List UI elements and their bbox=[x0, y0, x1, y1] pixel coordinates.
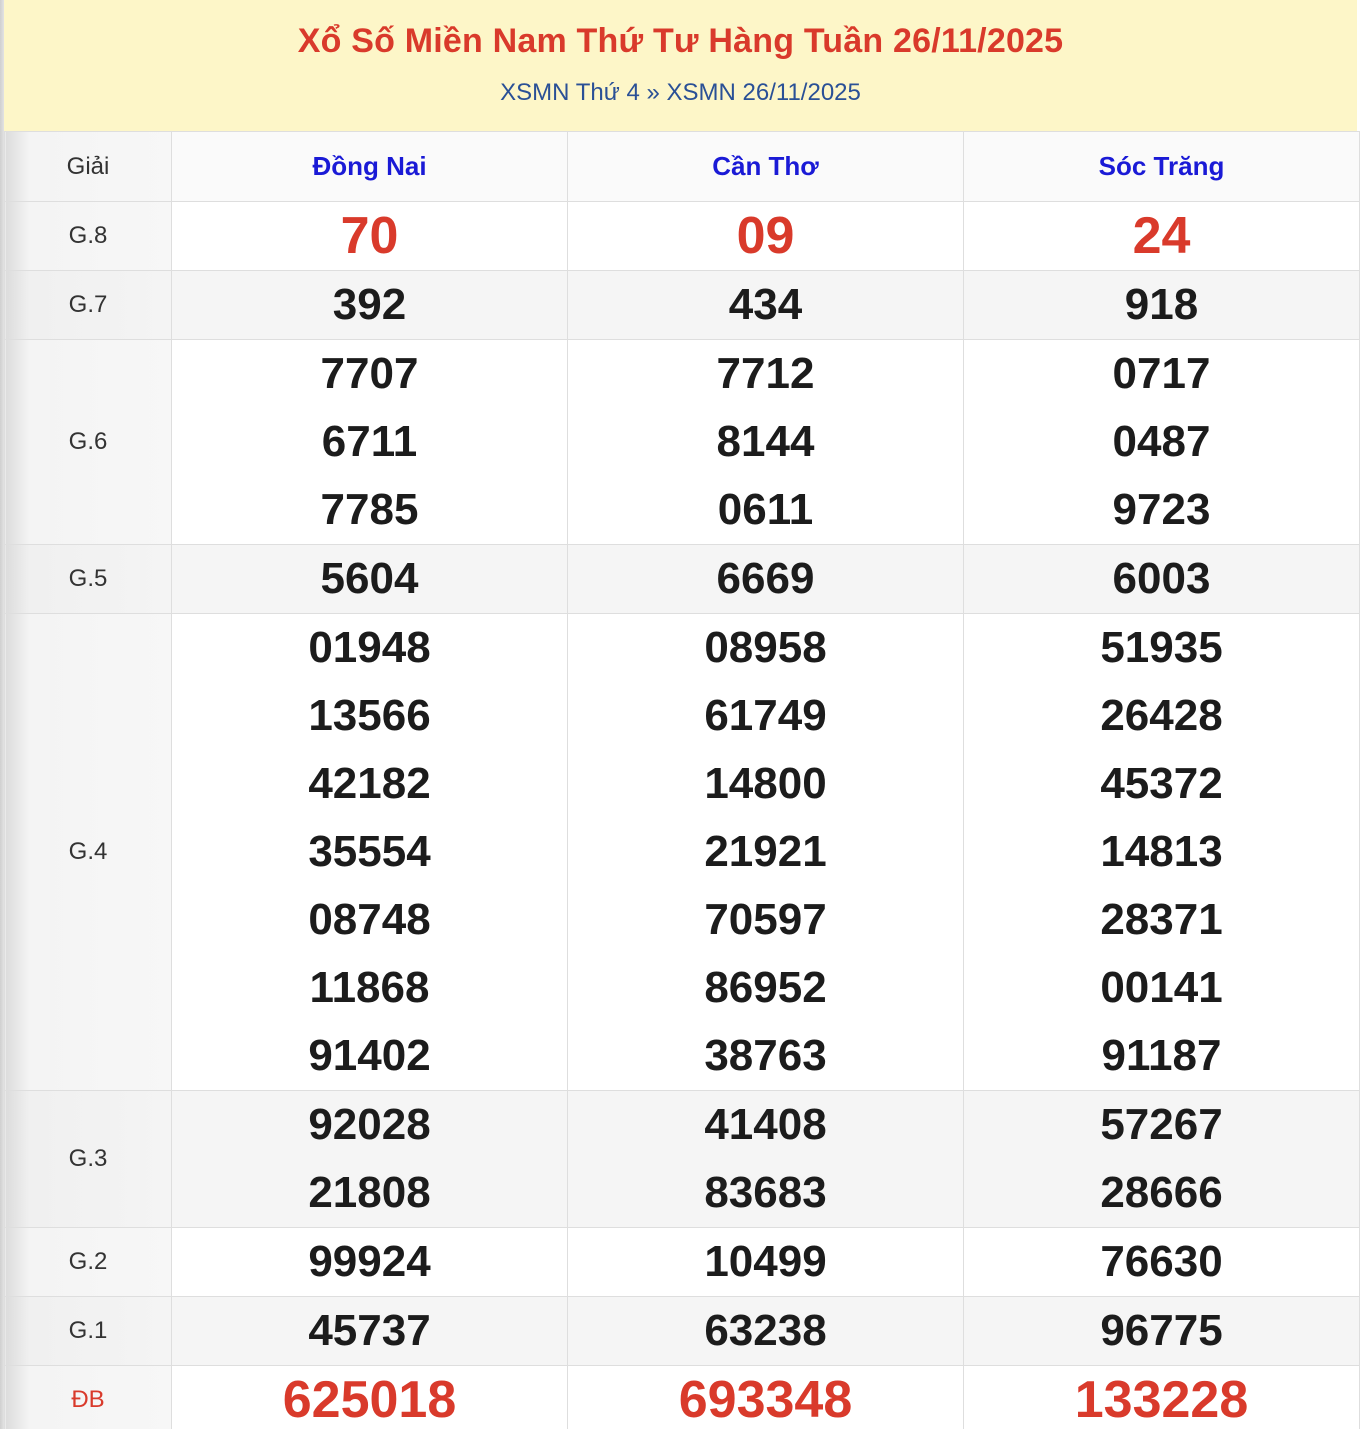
result-number: 918 bbox=[1124, 280, 1199, 329]
result-cell bbox=[172, 614, 568, 1091]
result-number: 13566 bbox=[308, 691, 431, 740]
table-row bbox=[5, 1228, 1360, 1297]
result-cell bbox=[172, 340, 568, 545]
table-row bbox=[5, 545, 1360, 614]
result-number: 99924 bbox=[308, 1237, 431, 1286]
table-row bbox=[5, 1297, 1360, 1366]
result-number: 0717 bbox=[1112, 349, 1211, 398]
result-cell bbox=[172, 1091, 568, 1228]
result-number: 8144 bbox=[716, 417, 815, 466]
result-number: 6003 bbox=[1112, 554, 1211, 603]
result-number: 08958 bbox=[704, 623, 827, 672]
result-number: 45737 bbox=[308, 1306, 431, 1355]
result-cell bbox=[964, 1297, 1360, 1366]
result-cell bbox=[964, 1366, 1360, 1429]
result-number: 5604 bbox=[320, 554, 419, 603]
result-number: 0487 bbox=[1112, 417, 1211, 466]
table-row bbox=[5, 340, 1360, 545]
result-cell bbox=[964, 1228, 1360, 1297]
breadcrumb bbox=[4, 79, 1357, 107]
result-cell bbox=[172, 271, 568, 340]
result-number: 6669 bbox=[716, 554, 815, 603]
result-cell bbox=[964, 614, 1360, 1091]
prize-label: G.2 bbox=[5, 1228, 172, 1297]
result-number: 00141 bbox=[1100, 963, 1223, 1012]
result-number: 92028 bbox=[308, 1100, 431, 1149]
breadcrumb-link-date[interactable]: XSMN 26/11/2025 bbox=[666, 79, 861, 106]
result-number: 21921 bbox=[704, 827, 827, 876]
result-number: 392 bbox=[332, 280, 407, 329]
result-cell bbox=[172, 1297, 568, 1366]
page-title: Xổ Số Miền Nam Thứ Tư Hàng Tuần 26/11/2025 bbox=[297, 22, 1064, 60]
result-number: 41408 bbox=[704, 1100, 827, 1149]
table-row bbox=[5, 1366, 1360, 1429]
result-number: 91402 bbox=[308, 1031, 431, 1080]
prize-label: G.8 bbox=[5, 202, 172, 271]
result-number: 7707 bbox=[320, 349, 419, 398]
result-number: 0611 bbox=[717, 485, 814, 534]
result-number: 38763 bbox=[704, 1031, 827, 1080]
result-cell bbox=[568, 1297, 964, 1366]
result-cell bbox=[568, 1091, 964, 1228]
prize-label: ĐB bbox=[5, 1366, 172, 1429]
result-number: 24 bbox=[1132, 207, 1191, 265]
prize-label: G.7 bbox=[5, 271, 172, 340]
result-number: 96775 bbox=[1100, 1306, 1223, 1355]
result-number: 83683 bbox=[704, 1168, 827, 1217]
result-number: 35554 bbox=[308, 827, 431, 876]
result-number: 51935 bbox=[1100, 623, 1223, 672]
result-cell bbox=[568, 340, 964, 545]
result-number: 09 bbox=[736, 207, 795, 265]
result-cell bbox=[172, 1366, 568, 1429]
result-number: 26428 bbox=[1100, 691, 1223, 740]
result-number: 6711 bbox=[321, 417, 418, 466]
result-number: 42182 bbox=[308, 759, 431, 808]
province-header-dong-nai[interactable]: Đồng Nai bbox=[172, 132, 568, 202]
result-cell bbox=[964, 271, 1360, 340]
province-header-soc-trang[interactable]: Sóc Trăng bbox=[964, 132, 1360, 202]
result-cell bbox=[964, 1091, 1360, 1228]
breadcrumb-link-weekday[interactable]: XSMN Thứ 4 bbox=[500, 79, 640, 106]
result-number: 434 bbox=[728, 280, 803, 329]
result-cell bbox=[172, 202, 568, 271]
table-row bbox=[5, 271, 1360, 340]
prize-label: G.6 bbox=[5, 340, 172, 545]
result-number: 70597 bbox=[704, 895, 827, 944]
result-number: 7785 bbox=[320, 485, 419, 534]
result-cell bbox=[172, 545, 568, 614]
result-cell bbox=[964, 340, 1360, 545]
result-cell bbox=[172, 1228, 568, 1297]
result-number: 57267 bbox=[1100, 1100, 1223, 1149]
table-row bbox=[5, 614, 1360, 1091]
result-number: 28666 bbox=[1100, 1168, 1223, 1217]
prize-label: G.1 bbox=[5, 1297, 172, 1366]
result-number: 45372 bbox=[1100, 759, 1223, 808]
result-cell bbox=[568, 614, 964, 1091]
result-cell bbox=[964, 545, 1360, 614]
breadcrumb-separator: » bbox=[646, 79, 660, 106]
result-cell bbox=[568, 545, 964, 614]
result-number: 63238 bbox=[704, 1306, 827, 1355]
results-table bbox=[4, 131, 1360, 1429]
result-number: 11868 bbox=[309, 963, 430, 1012]
result-number: 76630 bbox=[1100, 1237, 1223, 1286]
result-number: 14813 bbox=[1100, 827, 1223, 876]
result-number: 133228 bbox=[1074, 1371, 1249, 1429]
prize-label: G.3 bbox=[5, 1091, 172, 1228]
result-number: 28371 bbox=[1100, 895, 1223, 944]
result-number: 61749 bbox=[704, 691, 827, 740]
province-header-can-tho[interactable]: Cần Thơ bbox=[568, 132, 964, 202]
result-cell bbox=[568, 271, 964, 340]
result-number: 21808 bbox=[308, 1168, 431, 1217]
result-number: 91187 bbox=[1101, 1031, 1222, 1080]
result-number: 9723 bbox=[1112, 485, 1211, 534]
result-cell bbox=[568, 1366, 964, 1429]
results-body bbox=[5, 202, 1360, 1429]
table-row bbox=[5, 1091, 1360, 1228]
prize-column-header: Giải bbox=[5, 132, 172, 202]
result-number: 14800 bbox=[704, 759, 827, 808]
result-number: 70 bbox=[340, 207, 399, 265]
result-number: 625018 bbox=[282, 1371, 457, 1429]
result-number: 08748 bbox=[308, 895, 431, 944]
result-cell bbox=[964, 202, 1360, 271]
table-row bbox=[5, 202, 1360, 271]
prize-label: G.5 bbox=[5, 545, 172, 614]
result-cell bbox=[568, 1228, 964, 1297]
result-number: 10499 bbox=[704, 1237, 827, 1286]
prize-label: G.4 bbox=[5, 614, 172, 1091]
table-header-row bbox=[5, 132, 1360, 202]
result-number: 01948 bbox=[308, 623, 431, 672]
result-header bbox=[4, 0, 1357, 132]
result-number: 86952 bbox=[704, 963, 827, 1012]
result-number: 7712 bbox=[716, 349, 815, 398]
result-number: 693348 bbox=[678, 1371, 853, 1429]
result-cell bbox=[568, 202, 964, 271]
